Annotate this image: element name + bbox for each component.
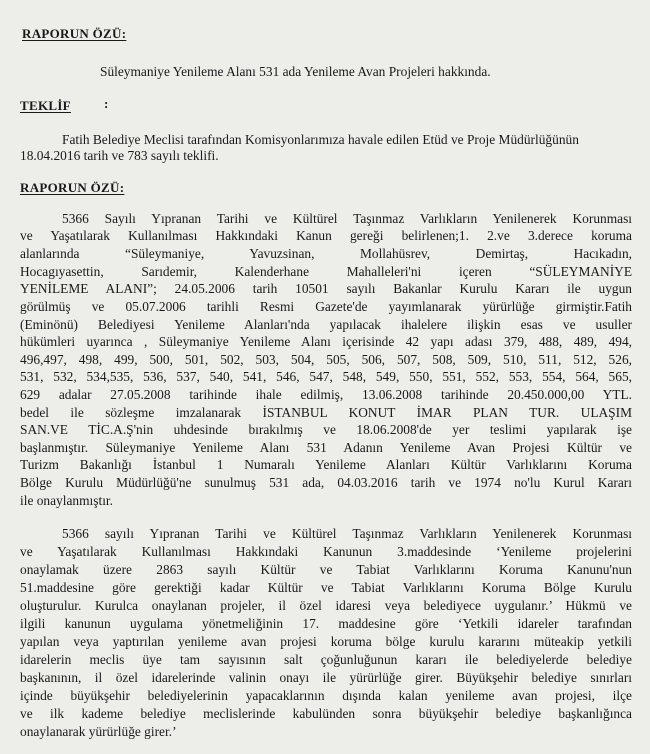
paragraph-line: hükümleri uyarınca , Süleymaniye Yenileme Alanı içerisinde 42 yapı adası 379, 488, 489, 494, xyxy=(20,334,632,349)
paragraph-line: görülmüş ve 05.07.2006 tarihli Resmi Gazete'de yayımlanarak yürürlüğe girmiştir.Fatih xyxy=(20,299,632,314)
paragraph-line: içinde büyükşehir belediyelerinin yapacaklarının dışında kalan yenileme avan projesi, ilçe xyxy=(20,688,632,703)
paragraph-line: oluşturulur. Kurulca onaylanan projeler, il özel idaresi veya belediyece uygulanır.’ Hükmü ve xyxy=(20,598,632,613)
paragraph-line: (Eminönü) Belediyesi Yenileme Alanları'nda yapılacak ihalelere ilişkin esas ve usuller xyxy=(20,317,632,332)
paragraph-line: 5366 sayılı Yıpranan Tarihi ve Kültürel Taşınmaz Varlıkların Yenilenerek Korunması xyxy=(62,526,632,541)
paragraph-line: ve ilk kademe belediye meclislerinde kabulünden sonra büyükşehir belediye başkanlığınca xyxy=(20,706,632,721)
paragraph-line: ve Yaşatılarak Kullanılması Hakkındaki Kanun gereği belirlenen;1. 2.ve 3.derece koruma xyxy=(20,228,632,243)
paragraph-line: 51.maddesine göre gerektiği kadar Kültür ve Tabiat Varlıklarını Koruma Bölge Kurulu xyxy=(20,580,632,595)
paragraph-line: SAN.VE TİC.A.Ş'nin uhdesinde bırakılmış ve 18.06.2008'de yer teslimi yapılarak işe xyxy=(20,422,632,437)
paragraph-line: Turizm Bakanlığı İstanbul 1 Numaralı Yenileme Alanları Kültür Varlıklarını Koruma xyxy=(20,457,632,472)
paragraph-line: bedel ile sözleşme imzalanarak İSTANBUL KONUT İMAR PLAN TUR. ULAŞIM xyxy=(20,405,632,420)
proposal-header: TEKLİF xyxy=(20,98,71,113)
paragraph-line: Bölge Kurulu Müdürlüğü'ne sunulmuş 531 ada, 04.03.2016 tarih ve 1974 no'lu Kurul Kararı xyxy=(20,475,632,490)
paragraph-line: başkanının, il özel idarelerinde valinin onayı ile yürürlüğe girer. Büyükşehir belediye sınırları xyxy=(20,670,632,685)
summary-header: RAPORUN ÖZÜ: xyxy=(20,180,125,195)
paragraph-line: ilgili kanunun uygulama yönetmeliğinin 17. maddesine göre ‘Yetkili idareler tarafından xyxy=(20,616,632,631)
paragraph-line: onaylanarak yürürlüğe girer.’ xyxy=(20,724,177,739)
paragraph-line: yapılan veya yaptırılan yenileme avan projesi koruma bölge kurulu kararını müteakip yetkili xyxy=(20,634,632,649)
summary-header: RAPORUN ÖZÜ: xyxy=(22,26,127,41)
paragraph-line: onaylamak üzere 2863 sayılı Kültür ve Tabiat Varlıklarını Koruma Kanunu'nun xyxy=(20,562,632,577)
paragraph-line: ve Yaşatılarak Kullanılması Hakkındaki Kanunun 3.maddesinde ‘Yenileme projelerini xyxy=(20,544,632,559)
paragraph-line: 531, 532, 534,535, 536, 537, 540, 541, 546, 547, 548, 549, 550, 551, 552, 553, 554, 564, 565, xyxy=(20,369,632,384)
paragraph-line: Hocagıyasettin, Sarıdemir, Kalenderhane Mahalleleri'ni içeren “SÜLEYMANİYE xyxy=(20,264,632,279)
proposal-line: Fatih Belediye Meclisi tarafından Komisyonlarımıza havale edilen Etüd ve Proje Müdürlüğünün xyxy=(62,132,579,147)
paragraph-line: alanlarında “Süleymaniye, Yavuzsinan, Mollahüsrev, Demirtaş, Hacıkadın, xyxy=(20,246,632,261)
paragraph-line: ile onaylanmıştır. xyxy=(20,493,113,508)
paragraph-line: YENİLEME ALANI”; 24.05.2006 tarih 10501 sayılı Bakanlar Kurulu Kararı ile uygun xyxy=(20,281,632,296)
paragraph-line: başlanmıştır. Süleymaniye Yenileme Alanı 531 Adanın Yenileme Avan Projesi Kültür ve xyxy=(20,440,632,455)
proposal-line: 18.04.2016 tarih ve 783 sayılı teklifi. xyxy=(20,148,219,163)
summary-subject: Süleymaniye Yenileme Alanı 531 ada Yenileme Avan Projeleri hakkında. xyxy=(100,64,491,79)
paragraph-line: 496,497, 498, 499, 500, 501, 502, 503, 504, 505, 506, 507, 508, 509, 510, 511, 512, 526, xyxy=(20,352,632,367)
proposal-colon: : xyxy=(104,96,109,111)
paragraph-line: 5366 Sayılı Yıpranan Tarihi ve Kültürel Taşınmaz Varlıkların Yenilenerek Korunması xyxy=(62,211,632,226)
paragraph-line: 629 adalar 27.05.2008 tarihinde ihale edilmiş, 13.06.2008 tarihinde 20.450.000,00 YTL. xyxy=(20,387,632,402)
paragraph-line: idarelerin meclis üye tam sayısının salt çoğunluğunun kararı ile belediyelerde belediye xyxy=(20,652,632,667)
